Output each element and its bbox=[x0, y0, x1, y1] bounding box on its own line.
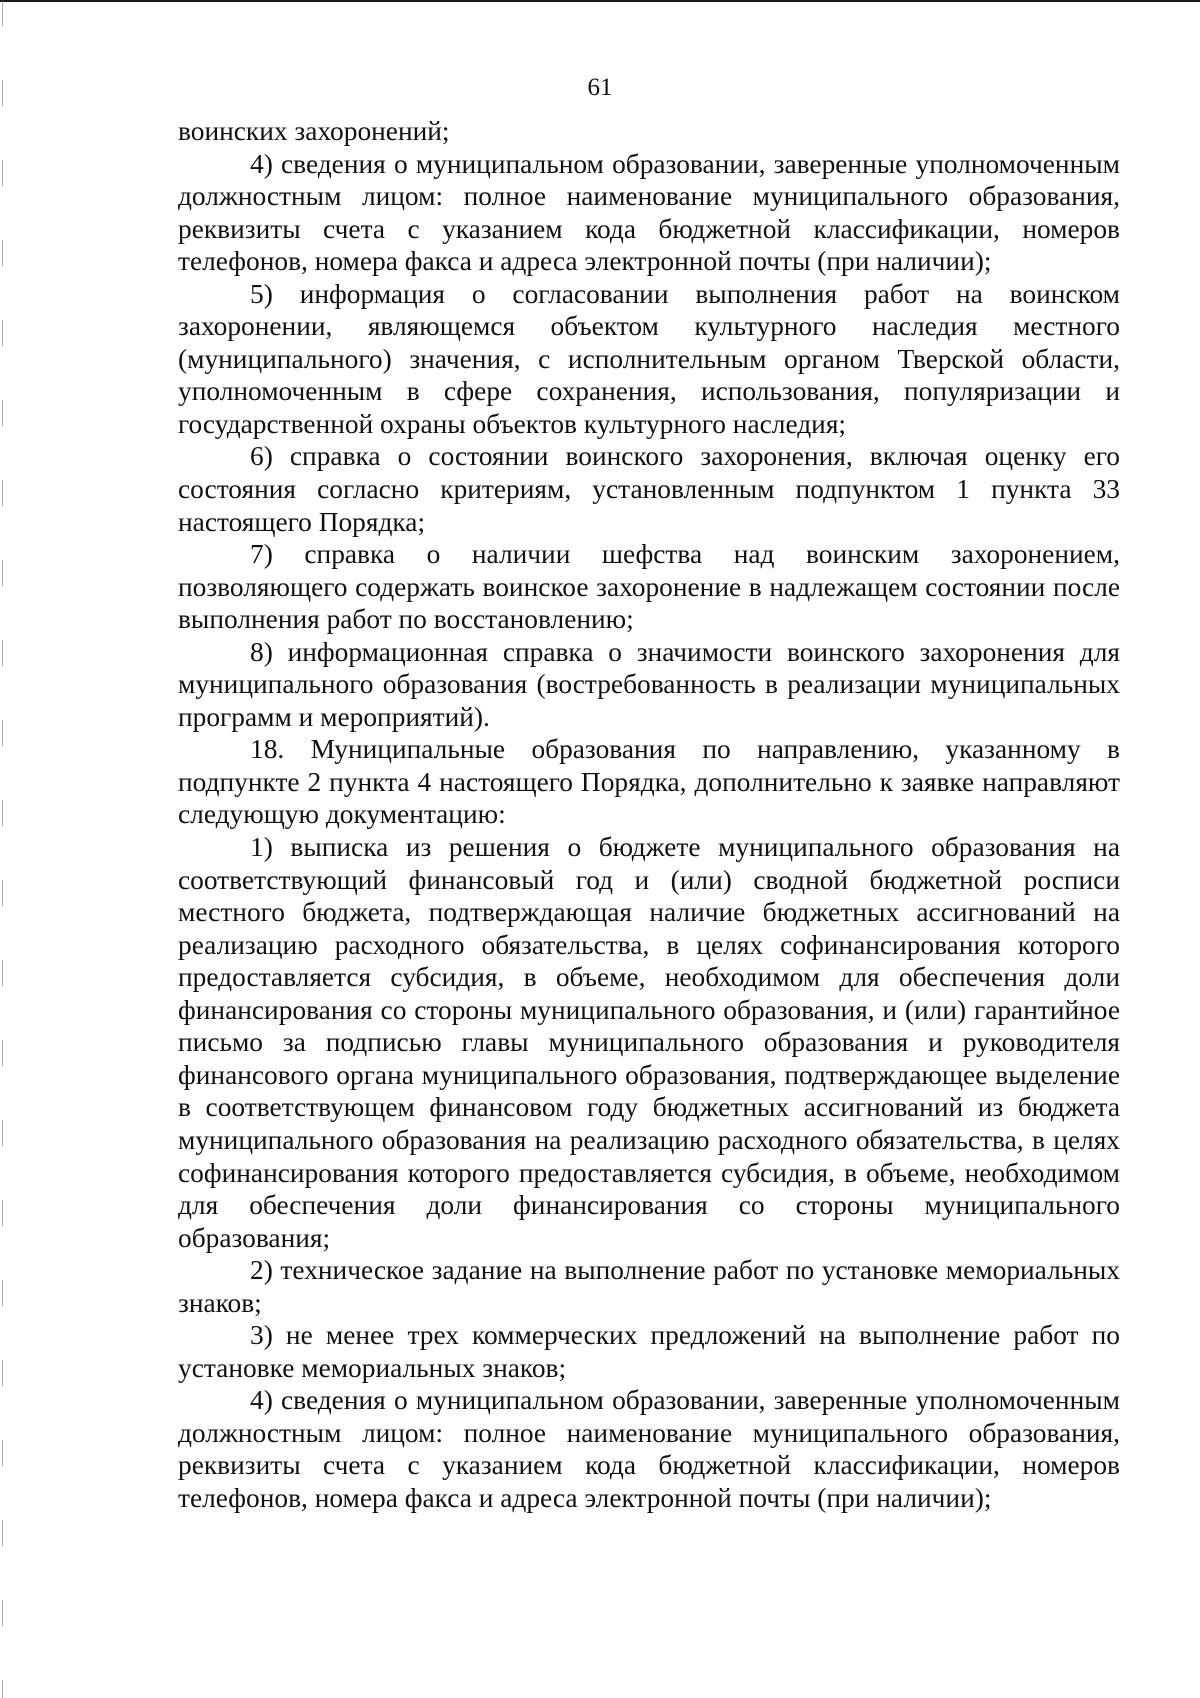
paragraph-2: 5) информация о согласовании выполнения работ на воинском захоронении, являющемся объектом культурного наследия местного (муниципального) значения, с исполнительным органом Тверской области, уполномоченным в сфере сохранения, использования, популяризации и государственной охраны объектов культурного наследия; bbox=[178, 278, 1120, 439]
paragraph-7: 1) выписка из решения о бюджете муниципального образования на соответствующий финансовый год и (или) сводной бюджетной росписи местного бюджета, подтверждающая наличие бюджетных ассигнований на реализацию расходного обязательства, в целях софинансирования которого предоставляется субсидия, в объеме, необходимом для обеспечения доли финансирования со стороны муниципального образования, и (или) гарантийное письмо за подписью главы муниципального образования и руководителя финансового органа муниципального образования, подтверждающее выделение в соответствующем финансовом году бюджетных ассигнований из бюджета муниципального образования на реализацию расходного обязательства, в целях софинансирования которого предоставляется субсидия, в объеме, необходимом для обеспечения доли финансирования со стороны муниципального образования; bbox=[178, 832, 1120, 1253]
paragraph-0: воинских захоронений; bbox=[178, 116, 450, 146]
document-body bbox=[178, 115, 1120, 1515]
paragraph-4: 7) справка о наличии шефства над воинским захоронением, позволяющего содержать воинское захоронение в надлежащем состоянии после выполнения работ по восстановлению; bbox=[178, 539, 1120, 635]
paragraph-1: 4) сведения о муниципальном образовании, заверенные уполномоченным должностным лицом: полное наименование муниципального образования, реквизиты счета с указанием кода бюджетной классификации, номеров телефонов, номера факса и адреса электронной почты (при наличии); bbox=[178, 148, 1120, 277]
scan-top-edge bbox=[0, 0, 1200, 2]
paragraph-6: 18. Муниципальные образования по направлению, указанному в подпункте 2 пункта 4 настоящего Порядка, дополнительно к заявке направляют следующую документацию: bbox=[178, 734, 1120, 830]
page-number: 61 bbox=[587, 74, 613, 101]
paragraph-8: 2) техническое задание на выполнение работ по установке мемориальных знаков; bbox=[178, 1255, 1120, 1318]
paragraph-5: 8) информационная справка о значимости воинского захоронения для муниципального образования (востребованность в реализации муниципальных программ и мероприятий). bbox=[178, 636, 1120, 732]
paragraph-10: 4) сведения о муниципальном образовании, заверенные уполномоченным должностным лицом: полное наименование муниципального образования, реквизиты счета с указанием кода бюджетной классификации, номеров телефонов, номера факса и адреса электронной почты (при наличии); bbox=[178, 1385, 1120, 1513]
paragraph-3: 6) справка о состоянии воинского захоронения, включая оценку его состояния согласно критериям, установленным подпунктом 1 пункта 33 настоящего Порядка; bbox=[178, 441, 1120, 537]
paragraph-9: 3) не менее трех коммерческих предложений на выполнение работ по установке мемориальных знаков; bbox=[178, 1320, 1120, 1383]
scan-left-edge bbox=[2, 0, 3, 1698]
